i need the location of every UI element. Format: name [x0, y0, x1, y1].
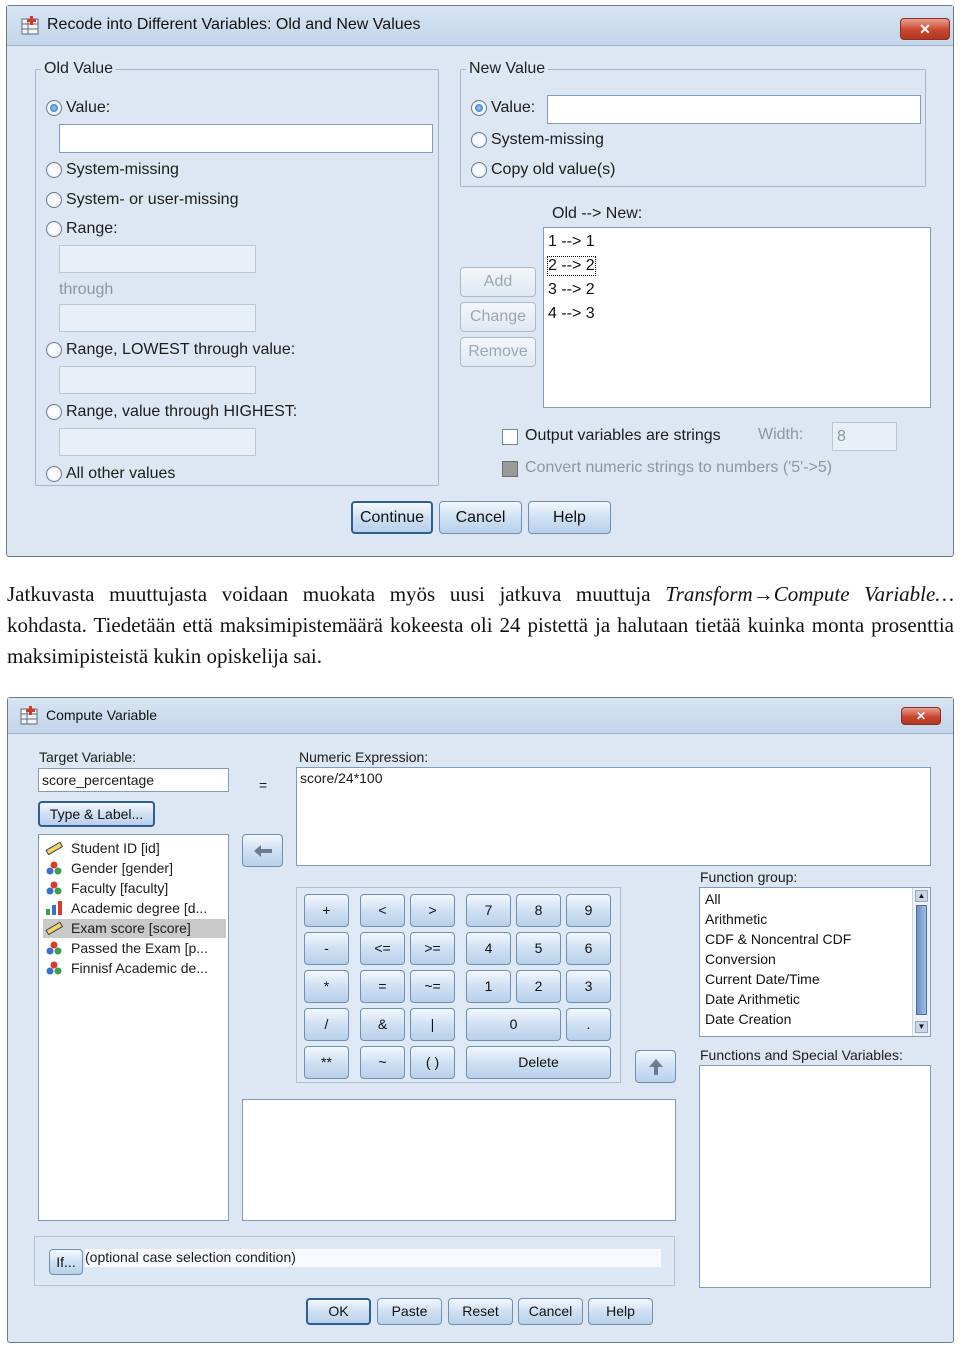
ruler-icon [45, 921, 63, 935]
instruction-paragraph [7, 579, 954, 672]
new-system-missing-label: System-missing [491, 131, 604, 148]
range-to-input[interactable] [59, 304, 256, 332]
through-label: through [59, 281, 114, 298]
target-variable-label: Target Variable: [39, 749, 137, 765]
mapping-item[interactable]: 3 --> 2 [548, 281, 595, 298]
variable-label: Finnisf Academic de... [71, 960, 208, 976]
key-and[interactable]: & [360, 1008, 405, 1041]
recode-close-button[interactable]: ✕ [900, 18, 950, 40]
new-value-radio[interactable] [471, 100, 487, 116]
variable-list[interactable] [38, 834, 229, 1221]
ordinal-icon [45, 901, 63, 915]
convert-strings-label: Convert numeric strings to numbers ('5'->5) [525, 459, 833, 476]
variable-item[interactable] [43, 859, 223, 878]
key-not-equal[interactable]: ~= [410, 970, 455, 1003]
variable-label: Passed the Exam [p... [71, 940, 208, 956]
function-group-item[interactable]: Conversion [705, 951, 776, 967]
variable-item[interactable] [43, 899, 223, 918]
functions-special-list[interactable] [699, 1065, 931, 1288]
key-equals[interactable]: = [360, 970, 405, 1003]
range-highest-input[interactable] [59, 428, 256, 456]
mapping-item-selected[interactable]: 2 --> 2 [548, 257, 595, 274]
scroll-thumb[interactable] [916, 905, 927, 1015]
function-group-scrollbar[interactable] [912, 888, 930, 1036]
function-description-box [242, 1099, 676, 1221]
variable-label: Academic degree [d... [71, 900, 208, 916]
menu-path: Transform→Compute Variable… [665, 582, 955, 606]
function-group-item[interactable]: CDF & Noncentral CDF [705, 931, 852, 947]
new-value-legend: New Value [466, 60, 548, 78]
key-not[interactable]: ~ [360, 1046, 405, 1079]
compute-help-button[interactable]: Help [588, 1298, 653, 1325]
key-power[interactable]: ** [304, 1046, 349, 1079]
all-other-radio[interactable] [46, 466, 62, 482]
change-button[interactable]: Change [460, 302, 536, 332]
old-value-legend: Old Value [41, 60, 116, 78]
variable-label: Gender [gender] [71, 860, 173, 876]
new-system-missing-radio[interactable] [471, 132, 487, 148]
recode-dialog [6, 5, 954, 557]
functions-special-label: Functions and Special Variables: [700, 1047, 903, 1063]
variable-item-selected[interactable] [43, 919, 226, 938]
key-3[interactable]: 3 [566, 970, 611, 1003]
mapping-item[interactable]: 1 --> 1 [548, 233, 595, 250]
key-dot[interactable]: . [566, 1008, 611, 1041]
key-2[interactable]: 2 [516, 970, 561, 1003]
range-lowest-radio[interactable] [46, 342, 62, 358]
add-button[interactable]: Add [460, 267, 536, 297]
spss-app-icon [21, 16, 41, 36]
key-greater-than[interactable]: > [410, 894, 455, 927]
key-less-than[interactable]: < [360, 894, 405, 927]
key-parentheses[interactable]: ( ) [410, 1046, 455, 1079]
all-other-label: All other values [66, 465, 176, 482]
range-lowest-label: Range, LOWEST through value: [66, 341, 296, 358]
nominal-icon [45, 961, 63, 975]
old-system-user-missing-radio[interactable] [46, 192, 62, 208]
variable-item[interactable] [43, 839, 223, 858]
recode-title: Recode into Different Variables: Old and New Values [47, 16, 421, 33]
old-value-input[interactable] [59, 124, 433, 153]
function-group-item[interactable]: All [705, 891, 721, 907]
range-lowest-input[interactable] [59, 366, 256, 394]
nominal-icon [45, 881, 63, 895]
function-group-label: Function group: [700, 869, 798, 885]
if-condition-panel [34, 1236, 675, 1286]
compute-title-bar [8, 698, 953, 734]
arrow-up-icon [648, 1058, 664, 1076]
copy-old-label: Copy old value(s) [491, 161, 616, 178]
move-to-expression-button[interactable] [242, 834, 283, 867]
paste-button[interactable]: Paste [377, 1298, 442, 1325]
old-new-label: Old --> New: [552, 205, 643, 222]
recode-cancel-button[interactable]: Cancel [439, 501, 522, 534]
key-8[interactable]: 8 [516, 894, 561, 927]
compute-title: Compute Variable [46, 707, 158, 723]
continue-button[interactable]: Continue [351, 501, 433, 534]
arrow-left-icon [252, 843, 274, 859]
output-strings-label: Output variables are strings [525, 427, 721, 444]
ruler-icon [45, 841, 63, 855]
if-button[interactable]: If... [49, 1249, 83, 1275]
variable-label: Faculty [faculty] [71, 880, 169, 896]
compute-close-button[interactable]: ✕ [901, 707, 941, 725]
output-strings-checkbox[interactable] [502, 429, 518, 445]
function-group-item[interactable]: Date Arithmetic [705, 991, 800, 1007]
new-value-label: Value: [491, 99, 536, 116]
function-group-item[interactable]: Arithmetic [705, 911, 768, 927]
paragraph-text-b: kohdasta. Tiedetään että maksimipistemäärä kokeesta oli 24 pistettä ja halutaan tietää kuinka monta prosenttia maksimipisteistä kukin opiskelija sai. [7, 613, 954, 668]
convert-strings-checkbox[interactable] [502, 461, 518, 477]
copy-old-radio[interactable] [471, 162, 487, 178]
width-input[interactable]: 8 [832, 422, 897, 451]
recode-title-bar [7, 6, 953, 46]
range-highest-radio[interactable] [46, 404, 62, 420]
old-system-missing-radio[interactable] [46, 162, 62, 178]
ok-button[interactable]: OK [306, 1298, 371, 1325]
variable-label: Student ID [id] [71, 840, 160, 856]
key-7[interactable]: 7 [466, 894, 511, 927]
key-plus[interactable]: + [304, 894, 349, 927]
key-4[interactable]: 4 [466, 932, 511, 965]
range-highest-label: Range, value through HIGHEST: [66, 403, 298, 420]
key-less-equal[interactable]: <= [360, 932, 405, 965]
move-function-up-button[interactable] [635, 1050, 676, 1083]
key-divide[interactable]: / [304, 1008, 349, 1041]
old-system-user-missing-label: System- or user-missing [66, 191, 239, 208]
key-5[interactable]: 5 [516, 932, 561, 965]
key-9[interactable]: 9 [566, 894, 611, 927]
variable-item[interactable] [43, 959, 223, 978]
old-new-list[interactable] [543, 227, 931, 408]
calculator-keypad [296, 887, 621, 1083]
old-range-label: Range: [66, 220, 118, 237]
key-0[interactable]: 0 [466, 1008, 561, 1041]
old-system-missing-label: System-missing [66, 161, 179, 178]
target-variable-input[interactable]: score_percentage [38, 768, 229, 792]
scroll-down-arrow-icon[interactable]: ▼ [915, 1021, 928, 1033]
remove-button[interactable]: Remove [460, 337, 536, 367]
new-value-group [460, 60, 926, 187]
reset-button[interactable]: Reset [448, 1298, 513, 1325]
width-label: Width: [758, 426, 804, 443]
range-from-input[interactable] [59, 245, 256, 273]
key-minus[interactable]: - [304, 932, 349, 965]
nominal-icon [45, 941, 63, 955]
old-value-group [35, 60, 439, 486]
key-or[interactable]: | [410, 1008, 455, 1041]
numeric-expression-label: Numeric Expression: [299, 749, 429, 765]
function-group-item[interactable]: Current Date/Time [705, 971, 820, 987]
key-greater-equal[interactable]: >= [410, 932, 455, 965]
variable-item[interactable] [43, 879, 223, 898]
paragraph-text-a: Jatkuvasta muuttujasta voidaan muokata myös uusi jatkuva muuttuja [7, 582, 666, 606]
spss-app-icon [20, 706, 40, 726]
function-group-list[interactable] [699, 887, 931, 1037]
mapping-item[interactable]: 4 --> 3 [548, 305, 595, 322]
function-group-item[interactable]: Date Creation [705, 1011, 792, 1027]
new-value-input[interactable] [547, 95, 921, 124]
if-condition-text: (optional case selection condition) [85, 1249, 661, 1267]
recode-help-button[interactable]: Help [528, 501, 611, 534]
key-delete[interactable]: Delete [466, 1046, 611, 1079]
equals-sign: = [259, 777, 268, 793]
old-range-radio[interactable] [46, 221, 62, 237]
old-value-label: Value: [66, 99, 111, 116]
key-6[interactable]: 6 [566, 932, 611, 965]
variable-label: Exam score [score] [71, 920, 191, 936]
compute-cancel-button[interactable]: Cancel [518, 1298, 583, 1325]
key-multiply[interactable]: * [304, 970, 349, 1003]
type-label-button[interactable]: Type & Label... [38, 801, 155, 827]
old-value-radio[interactable] [46, 100, 62, 116]
scroll-up-arrow-icon[interactable]: ▲ [915, 890, 928, 902]
numeric-expression-input[interactable]: score/24*100 [296, 767, 931, 866]
variable-item[interactable] [43, 939, 223, 958]
compute-dialog [7, 697, 954, 1343]
key-1[interactable]: 1 [466, 970, 511, 1003]
nominal-icon [45, 861, 63, 875]
